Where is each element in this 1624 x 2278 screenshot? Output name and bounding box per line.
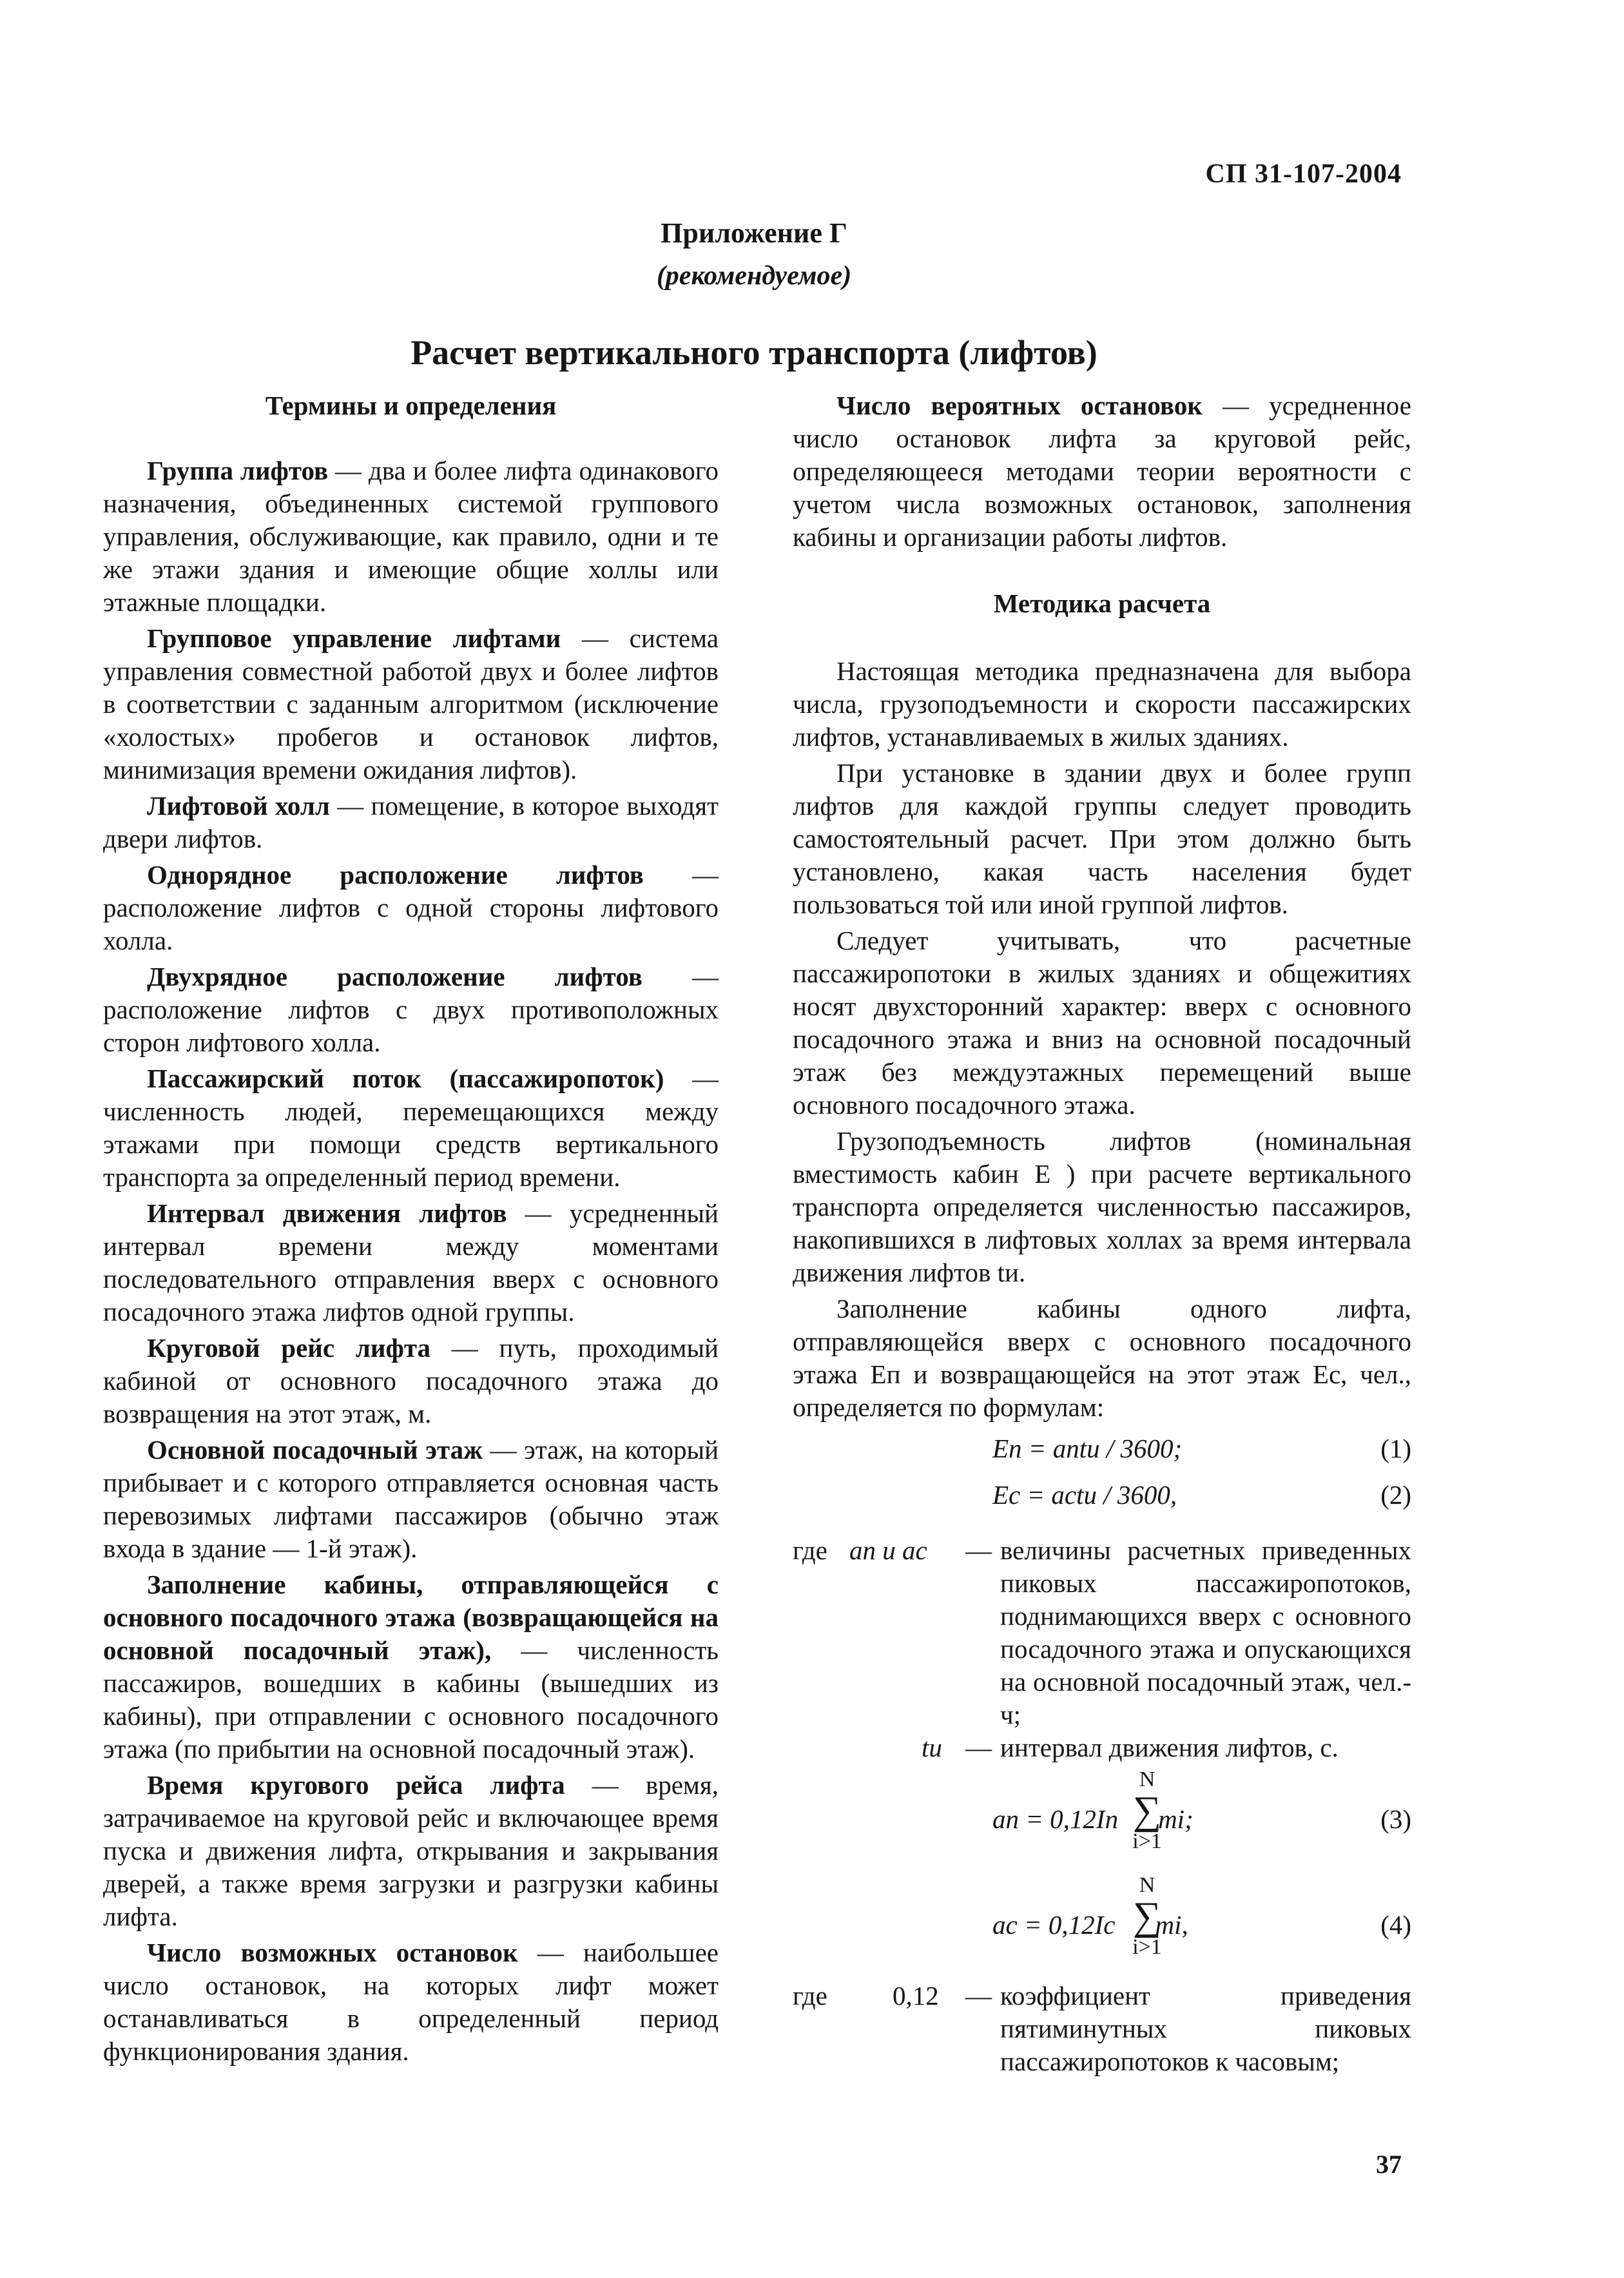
sum-symbol xyxy=(1128,1873,1166,1960)
where-dash: — xyxy=(965,1981,992,2010)
definition-item xyxy=(103,859,719,957)
definition-term: Двухрядное расположение лифтов xyxy=(147,962,643,991)
definition-item xyxy=(103,622,719,786)
formula-term: mi, xyxy=(1155,1910,1188,1940)
definition-term: Заполнение кабины, отправляющейся с основного посадочного этажа (возвращающейся на основной посадочный этаж), xyxy=(103,1570,719,1665)
method-paragraph: При установке в здании двух и более групп лифтов для каждой группы следует проводить самостоятельный расчет. При этом должно быть установлено, какая часть населения будет пользоваться той или иной группой лифтов. xyxy=(793,758,1411,919)
definition-term: Пассажирский поток (пассажиропоток) xyxy=(147,1064,664,1093)
formula-1 xyxy=(793,1427,1411,1474)
where-clause-2 xyxy=(793,1731,1411,1764)
definition-text: — усредненное число остановок лифта за круговой рейс, определяющееся методами теории вероятности с учетом числа возможных остановок, заполнения кабины и организации работы лифтов. xyxy=(793,391,1411,552)
formula-3 xyxy=(793,1767,1411,1865)
where-symbols: aп и aс xyxy=(849,1535,927,1565)
formula-number: (4) xyxy=(1380,1910,1411,1940)
definition-item xyxy=(103,1062,719,1194)
definition-text: — численность пассажиров, вошедших в кабины (вышедших из кабины), при отправлении с основного посадочного этажа (по прибытии на основной посадочный этаж). xyxy=(103,1635,719,1764)
definition-item xyxy=(793,389,1411,554)
formula-2 xyxy=(793,1474,1411,1520)
definition-term: Однорядное расположение лифтов xyxy=(147,860,644,890)
definition-item xyxy=(103,1568,719,1766)
sum-upper: N xyxy=(1139,1767,1155,1791)
formula-term: mi; xyxy=(1158,1804,1194,1834)
formula-lhs: aс = 0,12Iс xyxy=(992,1910,1116,1940)
definition-item xyxy=(103,1769,719,1933)
definition-text: — время, затрачиваемое на круговой рейс и включающее время пуска и движения лифта, открывания и закрывания дверей, а также время загрузки и разгрузки кабины лифта. xyxy=(103,1770,719,1931)
sum-upper: N xyxy=(1139,1873,1155,1897)
page-number: 37 xyxy=(1376,2150,1402,2179)
sigma-icon: ∑ xyxy=(1132,1789,1162,1833)
definition-item xyxy=(103,1197,719,1329)
right-column xyxy=(793,389,1411,2078)
definition-text: — два и более лифта одинакового назначения, объединенных системой группового управления, обслуживающие, как правило, одни и те же этажи здания и имеющие общие холлы или этажные площадки. xyxy=(103,456,719,617)
left-column xyxy=(103,389,719,2071)
definition-term: Группа лифтов xyxy=(147,456,329,485)
formula-expression: Eп = aпtи / 3600; xyxy=(992,1434,1183,1463)
definition-item xyxy=(103,1332,719,1430)
formula-number: (2) xyxy=(1380,1480,1411,1510)
where-label: где xyxy=(793,1981,827,2010)
definition-text: — помещение, в которое выходят двери лифтов. xyxy=(103,791,719,853)
definition-term: Круговой рейс лифта xyxy=(147,1333,431,1363)
definition-term: Число возможных остановок xyxy=(147,1938,518,1967)
definition-text: — расположение лифтов с одной стороны лифтового холла. xyxy=(103,860,719,955)
where-label: где xyxy=(793,1535,827,1565)
where-description: интервал движения лифтов, с. xyxy=(1000,1733,1339,1762)
method-paragraph: Следует учитывать, что расчетные пассажиропотоки в жилых зданиях и общежитиях носят двухсторонний характер: вверх с основного посадочного этажа и вниз на основной посадочный этаж без междуэтажных перемещений выше основного посадочного этажа. xyxy=(793,926,1411,1120)
definition-text: — наибольшее число остановок, на которых лифт может останавливаться в определенный период функционирования здания. xyxy=(103,1938,719,2066)
method-paragraph: Настоящая методика предназначена для выбора числа, грузоподъемности и скорости пассажирских лифтов, устанавливаемых в жилых зданиях. xyxy=(793,656,1411,752)
definition-item xyxy=(103,790,719,855)
where-dash: — xyxy=(965,1535,992,1565)
definition-text: — путь, проходимый кабиной от основного посадочного этажа до возвращения на этот этаж, м. xyxy=(103,1333,719,1428)
definition-term: Групповое управление лифтами xyxy=(147,623,561,653)
formula-number: (1) xyxy=(1380,1434,1411,1463)
formula-number: (3) xyxy=(1380,1804,1411,1834)
definition-term: Лифтовой холл xyxy=(147,791,330,821)
where-description: величины расчетных приведенных пиковых пассажиропотоков, поднимающихся вверх с основного посадочного этажа и опускающихся на основной посадочный этаж, чел.-ч; xyxy=(1000,1535,1411,1729)
section-heading-terms: Термины и определения xyxy=(265,391,557,420)
where-dash: — xyxy=(965,1733,992,1762)
appendix-title: Приложение Г xyxy=(661,217,847,249)
formula-lhs: aп = 0,12Iп xyxy=(992,1804,1119,1834)
sum-lower: i>1 xyxy=(1132,1935,1162,1959)
where-description: коэффициент приведения пятиминутных пиковых пассажиропотоков к часовым; xyxy=(1000,1981,1411,2076)
method-paragraph: Заполнение кабины одного лифта, отправляющейся вверх с основного посадочного этажа Eп и возвращающейся на этот этаж Eс, чел., определяется по формулам: xyxy=(793,1294,1411,1422)
definition-text: — система управления совместной работой двух и более лифтов в соответствии с заданным алгоритмом (исключение «холостых» пробегов и остановок лифтов, минимизация времени ожидания лифтов). xyxy=(103,623,719,784)
definition-text: — усредненный интервал времени между моментами последовательного отправления вверх с основного посадочного этажа лифтов одной группы. xyxy=(103,1198,719,1327)
section-heading-method: Методика расчета xyxy=(993,589,1211,618)
page-title: Расчет вертикального транспорта (лифтов) xyxy=(411,333,1097,372)
definition-term: Число вероятных остановок xyxy=(836,391,1203,420)
definition-item xyxy=(103,1936,719,2068)
sigma-icon: ∑ xyxy=(1132,1894,1162,1938)
definition-text: — этаж, на который прибывает и с которого отправляется основная часть перевозимых лифтами пассажиров (обычно этаж входа в здание — 1-й этаж). xyxy=(103,1435,719,1563)
definition-term: Основной посадочный этаж xyxy=(147,1435,483,1465)
formula-4 xyxy=(793,1873,1411,1971)
definition-text: — численность людей, перемещающихся между этажами при помощи средств вертикального транспорта за определенный период времени. xyxy=(103,1064,719,1192)
definition-term: Интервал движения лифтов xyxy=(147,1198,507,1228)
sum-lower: i>1 xyxy=(1132,1829,1162,1853)
sum-symbol xyxy=(1128,1767,1166,1855)
document-code: СП 31-107-2004 xyxy=(1205,159,1402,189)
where-symbols: 0,12 xyxy=(893,1981,939,2010)
where-clause-3 xyxy=(793,1980,1411,2078)
definition-item xyxy=(103,1434,719,1565)
where-clause-1 xyxy=(793,1534,1411,1731)
definition-item xyxy=(103,454,719,619)
where-symbols: tи xyxy=(922,1733,942,1762)
definitions-list xyxy=(103,454,719,2068)
method-paragraph: Грузоподъемность лифтов (номинальная вместимость кабин E ) при расчете вертикального транспорта определяется численностью пассажиров, накопившихся в лифтовых холлах за время интервала движения лифтов tи. xyxy=(793,1126,1411,1287)
definition-text: — расположение лифтов с двух противоположных сторон лифтового холла. xyxy=(103,962,719,1057)
formula-expression: Eс = aсtи / 3600, xyxy=(992,1480,1177,1510)
appendix-subtitle: (рекомендуемое) xyxy=(656,261,852,291)
definition-term: Время кругового рейса лифта xyxy=(147,1770,565,1800)
definition-item xyxy=(103,960,719,1059)
